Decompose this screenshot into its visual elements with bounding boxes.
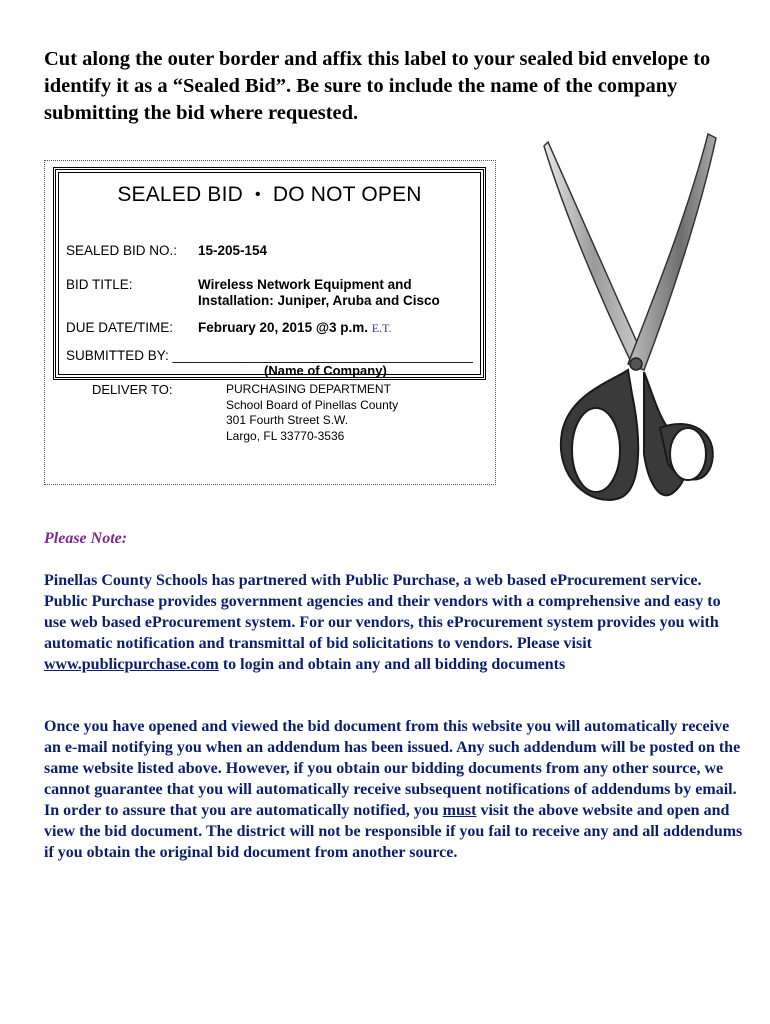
bid-no-label: SEALED BID NO.: [66, 243, 178, 258]
label-inner-border [58, 172, 481, 378]
due-value-wrap [198, 320, 392, 336]
p2-text-b: visit the above website and open and view the bid document. The district will not be responsible if you fail to receive any and all addendums if you obtain the original bid document from another source. [44, 802, 743, 861]
paragraph-public-purchase [44, 570, 744, 675]
public-purchase-link[interactable]: www.publicpurchase.com [44, 656, 219, 673]
deliver-line-3: 301 Fourth Street S.W. [226, 413, 349, 427]
deliver-address [226, 382, 398, 444]
due-timezone: E.T. [371, 321, 392, 335]
bid-title-line2: Installation: Juniper, Aruba and Cisco [198, 293, 440, 308]
p1-text-a: Pinellas County Schools has partnered with Public Purchase, a web based eProcurement service. Public Purchase provides government agencies and their vendors with a comprehensive and easy to use web based eProcurement system. For our vendors, this eProcurement system provides you with automatic notification and transmittal of bid solicitations to vendors. Please visit [44, 572, 721, 652]
deliver-line-4: Largo, FL 33770-3536 [226, 428, 345, 443]
deliver-line-1: PURCHASING DEPARTMENT [226, 382, 391, 396]
paragraph-addendum [44, 716, 744, 863]
bid-title-label: BID TITLE: [66, 277, 133, 292]
label-heading [59, 183, 480, 207]
heading-bullet: • [255, 186, 261, 203]
name-of-company: (Name of Company) [264, 363, 387, 378]
bid-no-value: 15-205-154 [198, 243, 268, 258]
must-emphasis: must [442, 802, 477, 819]
please-note-heading: Please Note: [44, 530, 128, 547]
intro-instructions: Cut along the outer border and affix this label to your sealed bid envelope to identify it as a “Sealed Bid”. Be sure to include the name of the company submitting the bid where requested. [44, 48, 711, 124]
bid-title-line1: Wireless Network Equipment and [198, 277, 412, 292]
scissors-icon [540, 132, 740, 512]
due-label: DUE DATE/TIME: [66, 320, 174, 335]
due-value: February 20, 2015 @3 p.m. [198, 320, 368, 335]
sealed-bid-label [53, 167, 486, 380]
heading-do-not-open: DO NOT OPEN [272, 183, 422, 206]
deliver-to-label: DELIVER TO: [92, 382, 173, 397]
p2-text-a: Once you have opened and viewed the bid document from this website you will automatically receive an e-mail notifying you when an addendum has been issued. Any such addendum will be posted on the same website listed above. However, if you obtain our bidding documents from any other source, we cannot guarantee that you will automatically receive subsequent notifications of addendums by email. In order to assure that you are automatically notified, you [44, 718, 741, 819]
deliver-line-2: School Board of Pinellas County [226, 397, 399, 412]
p1-text-b: to login and obtain any and all bidding documents [218, 656, 566, 673]
heading-sealed-bid: SEALED BID [117, 183, 244, 206]
submitted-by-label: SUBMITTED BY: ________________________________________ [66, 348, 473, 363]
